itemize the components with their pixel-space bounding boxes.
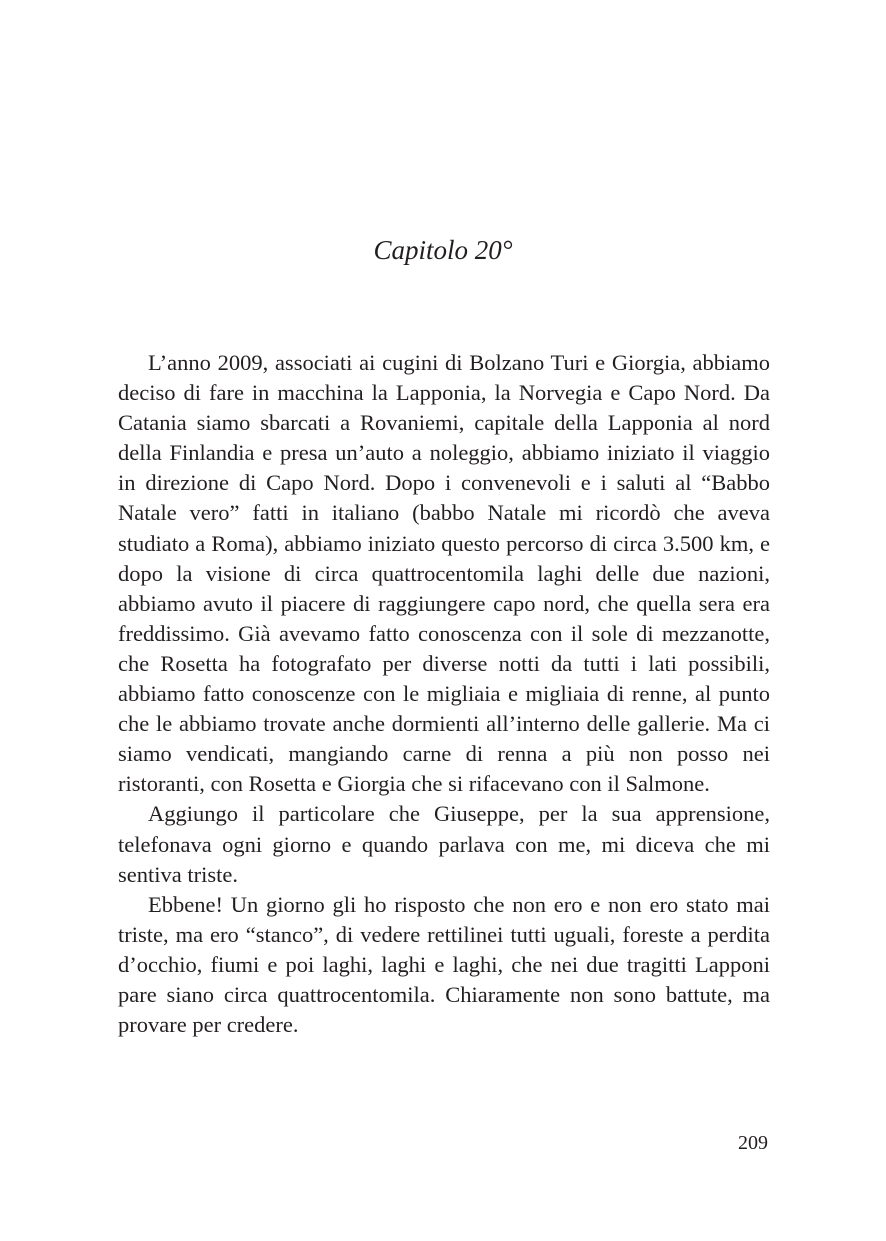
chapter-body (118, 348, 770, 1040)
paragraph: L’anno 2009, associati ai cugini di Bolzano Turi e Giorgia, abbiamo deciso di fare in macchina la Lapponia, la Norvegia e Capo Nord. Da Catania siamo sbarcati a Rovaniemi, capitale della Lapponia al nord della Finlandia e presa un’auto a noleggio, abbiamo iniziato il viaggio in direzione di Capo Nord. Dopo i convenevoli e i saluti al “Babbo Natale vero” fatti in italiano (babbo Natale mi ricordò che aveva studiato a Roma), abbiamo iniziato questo percorso di circa 3.500 km, e dopo la visione di circa quattrocentomila laghi delle due nazioni, abbiamo avuto il piacere di raggiungere capo nord, che quella sera era freddissimo. Già avevamo fatto conoscenza con il sole di mezzanotte, che Rosetta ha fotografato per diverse notti da tutti i lati possibili, abbiamo fatto conoscenze con le migliaia e migliaia di renne, al punto che le abbiamo trovate anche dormienti all’interno delle gallerie. Ma ci siamo vendicati, mangiando carne di renna a più non posso nei ristoranti, con Rosetta e Giorgia che si rifacevano con il Salmone. (118, 350, 770, 797)
paragraph: Aggiungo il particolare che Giuseppe, per la sua apprensione, telefonava ogni giorno e quando parlava con me, mi diceva che mi sentiva triste. (118, 801, 770, 887)
chapter-title: Capitolo 20° (373, 235, 513, 265)
page-number: 209 (738, 1132, 768, 1154)
paragraph: Ebbene! Un giorno gli ho risposto che non ero e non ero stato mai triste, ma ero “stanco”, di vedere rettilinei tutti uguali, foreste a perdita d’occhio, fiumi e poi laghi, laghi e laghi, che nei due tragitti Lapponi pare siano circa quattrocentomila. Chiaramente non sono battute, ma provare per credere. (118, 891, 770, 1038)
